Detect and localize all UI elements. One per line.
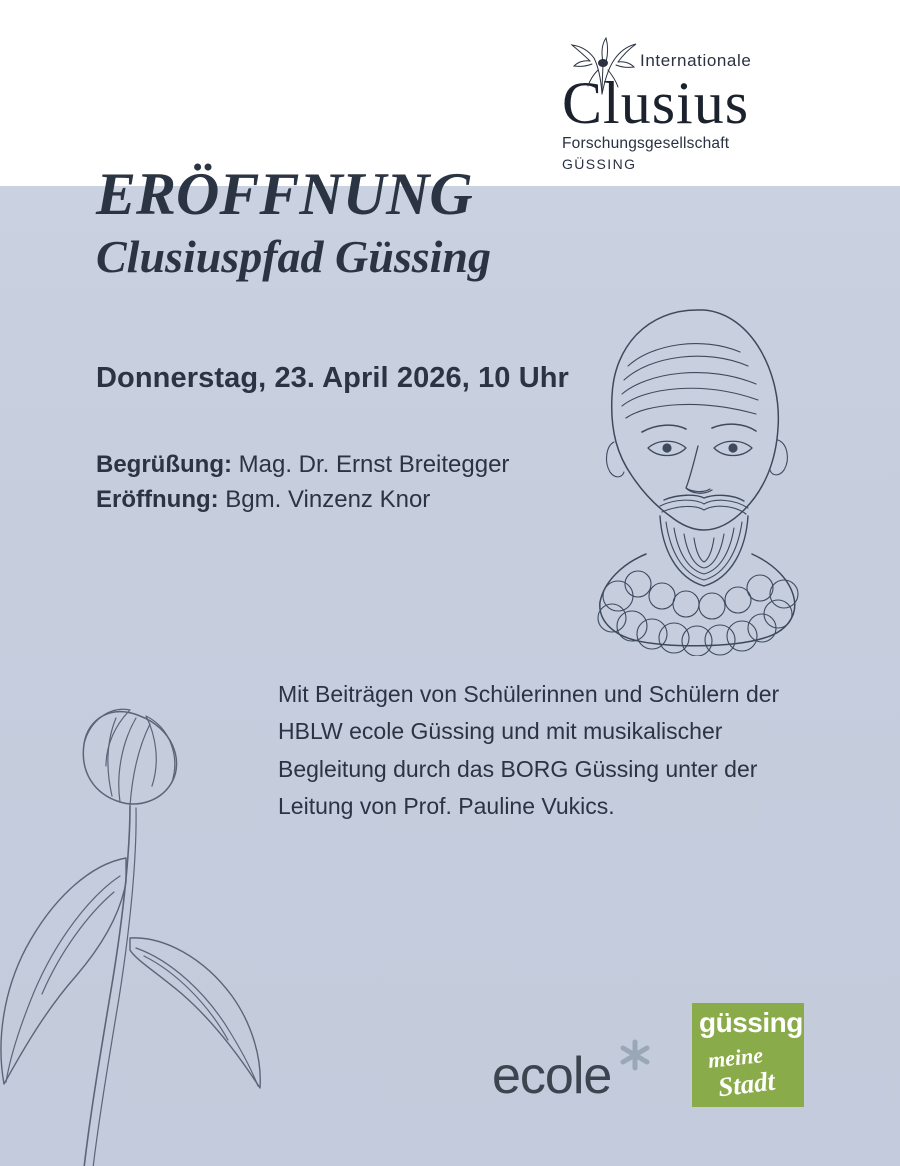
page-subtitle: Clusiuspfad Güssing bbox=[96, 231, 491, 282]
logo-line-forschungsgesellschaft: Forschungsgesellschaft bbox=[562, 135, 730, 152]
page-title: ERÖFFNUNG bbox=[96, 161, 473, 227]
ecole-logo-text: ecole bbox=[492, 1047, 612, 1105]
event-description: Mit Beiträgen von Schülerinnen und Schülern der HBLW ecole Güssing und mit musikalischer Begleitung durch das BORG Güssing unter der Leitung von Prof. Pauline Vukics. bbox=[278, 681, 780, 819]
logo-line-internationale: Internationale bbox=[640, 51, 752, 70]
credit-opening-person: Bgm. Vinzenz Knor bbox=[218, 485, 431, 513]
flower-engraving-icon bbox=[562, 36, 642, 98]
event-credits bbox=[96, 448, 509, 518]
asterisk-star-icon bbox=[618, 1038, 652, 1072]
headline-block bbox=[96, 161, 736, 292]
carolus-clusius-portrait-engraving bbox=[552, 296, 842, 656]
logo-line-guessing: GÜSSING bbox=[562, 156, 637, 173]
guessing-logo-line1: güssing bbox=[699, 1007, 803, 1038]
credit-opening bbox=[96, 483, 509, 518]
tulip-engraving-illustration bbox=[0, 596, 500, 1166]
logo-line-clusius: Clusius bbox=[562, 70, 750, 136]
credit-opening-label: Eröffnung: bbox=[96, 485, 219, 513]
credit-greeting bbox=[96, 448, 509, 483]
clusius-society-logo bbox=[562, 30, 832, 172]
guessing-logo-line3: Stadt bbox=[716, 1065, 777, 1103]
event-date: Donnerstag, 23. April 2026, 10 Uhr bbox=[96, 362, 569, 394]
guessing-logo-line2: meine bbox=[706, 1042, 765, 1073]
credit-greeting-person: Mag. Dr. Ernst Breitegger bbox=[231, 451, 510, 478]
credit-greeting-label: Begrüßung: bbox=[96, 451, 232, 478]
guessing-city-logo bbox=[692, 1003, 804, 1107]
